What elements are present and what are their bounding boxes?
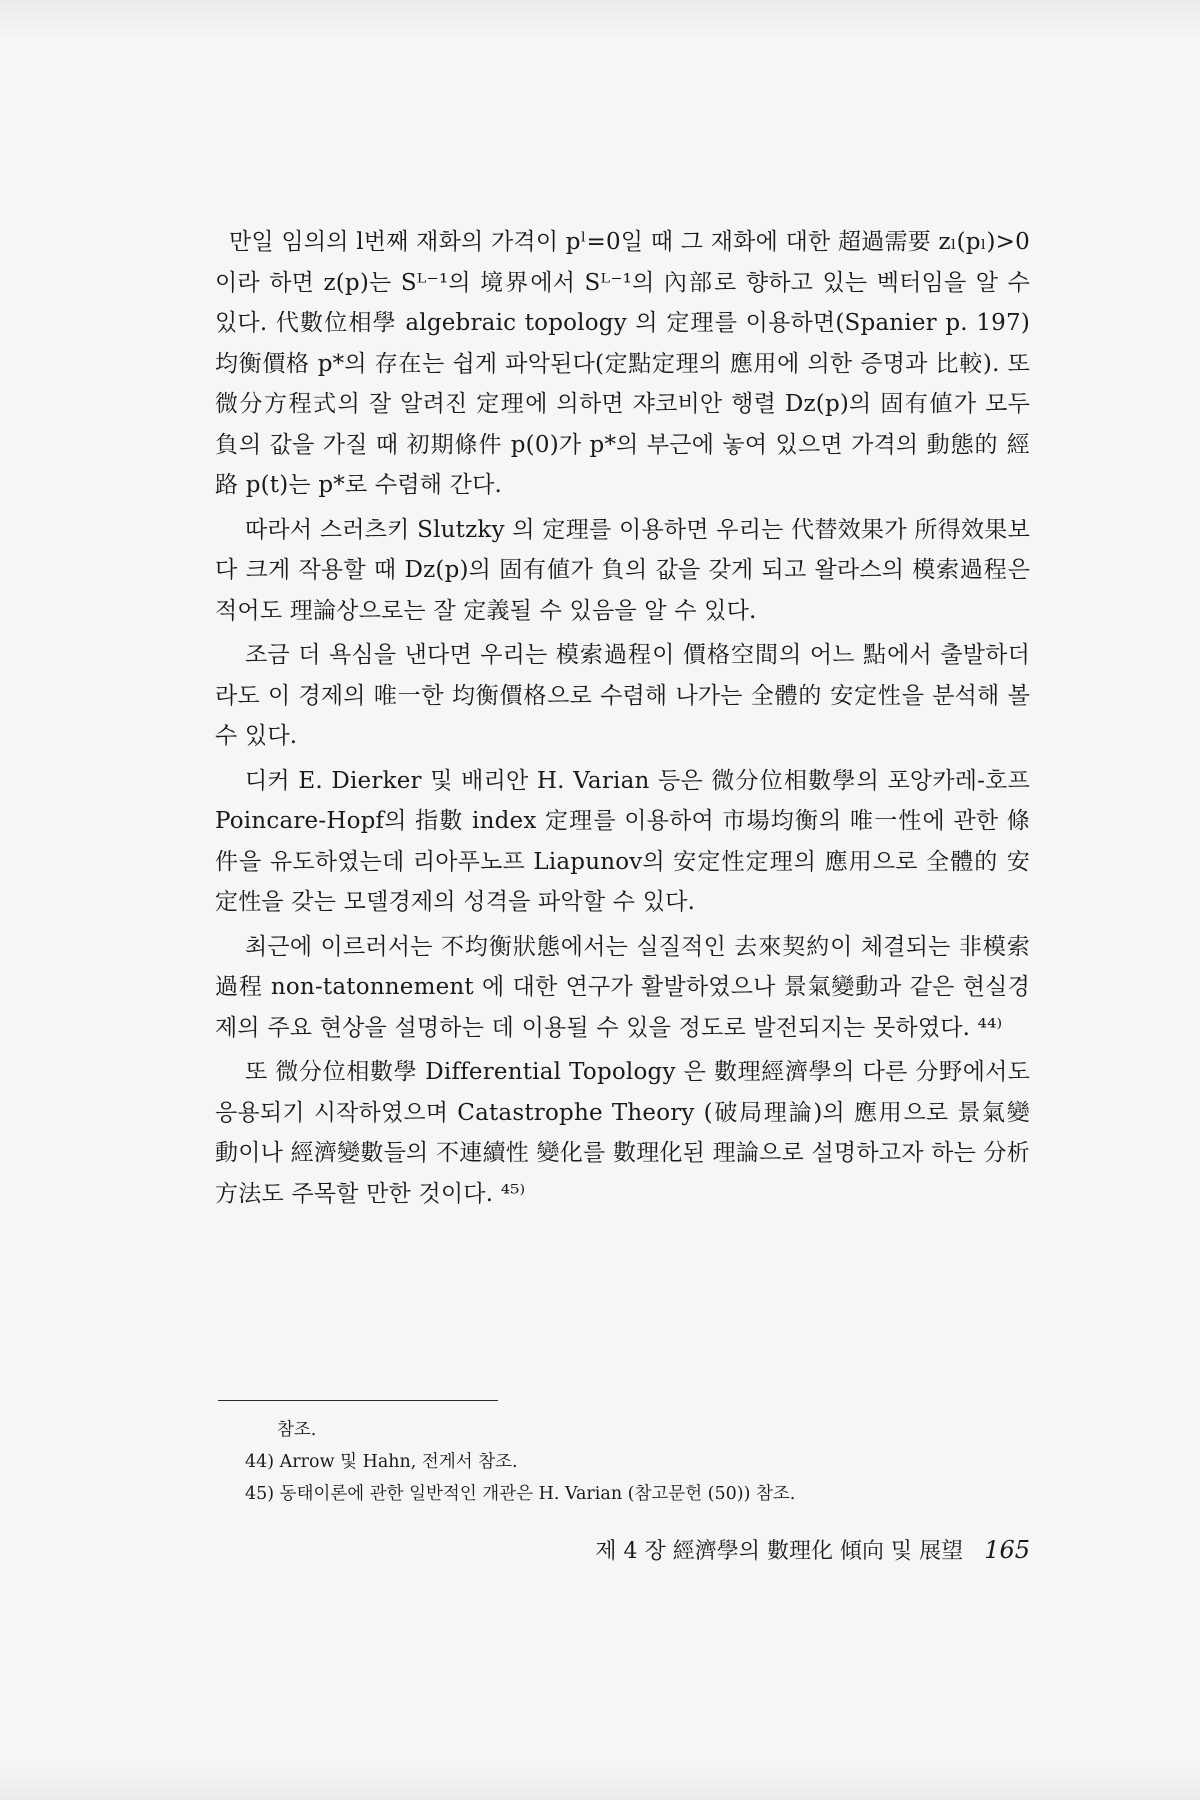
paragraph-3: 조금 더 욕심을 낸다면 우리는 模索過程이 價格空間의 어느 點에서 출발하더라도 이 경제의 唯一한 均衡價格으로 수렴해 나가는 全體的 安定性을 분석해 볼 수 있다.: [215, 642, 1030, 749]
body-text: [215, 222, 1030, 1218]
paragraph-5: 최근에 이르러서는 不均衡狀態에서는 실질적인 去來契約이 체결되는 非模索過程 non-tatonnement 에 대한 연구가 활발하였으나 景氣變動과 같은 현실경제의 주요 현상을 설명하는 데 이용될 수 있을 정도로 발전되지는 못하였다. ⁴⁴⁾: [215, 933, 1030, 1041]
footnote-45: 45) 동태이론에 관한 일반적인 개관은 H. Varian (참고문헌 (50)) 참조.: [245, 1484, 796, 1504]
footnote-continuation: 참조.: [277, 1420, 317, 1440]
footnote-44: 44) Arrow 및 Hahn, 전게서 참조.: [245, 1452, 518, 1472]
footnotes: [245, 1414, 1025, 1510]
running-footer: [470, 1534, 1030, 1565]
page-number: 165: [984, 1536, 1030, 1564]
paragraph-6: 또 微分位相數學 Differential Topology 은 數理經濟學의 다른 分野에서도 응용되기 시작하였으며 Catastrophe Theory (破局理論)의 應用으로 景氣變動이나 經濟變數들의 不連續性 變化를 數理化된 理論으로 설명하고자 하는 分析方法도 주목할 만한 것이다. ⁴⁵⁾: [215, 1059, 1030, 1207]
paragraph-4: 디커 E. Dierker 및 배리안 H. Varian 등은 微分位相數學의 포앙카레-호프 Poincare-Hopf의 指數 index 定理를 이용하여 市場均衡의 唯一性에 관한 條件을 유도하였는데 리아푸노프 Liapunov의 安定性定理의 應用으로 全體的 安定性을 갖는 모델경제의 성격을 파악할 수 있다.: [215, 767, 1030, 915]
paragraph-2: 따라서 스러츠키 Slutzky 의 定理를 이용하면 우리는 代替效果가 所得效果보다 크게 작용할 때 Dz(p)의 固有値가 負의 값을 갖게 되고 왈라스의 模索過程은 적어도 理論상으로는 잘 定義될 수 있음을 알 수 있다.: [215, 516, 1030, 624]
footnote-divider: [218, 1400, 498, 1401]
paragraph-1: 만일 임의의 l번째 재화의 가격이 pˡ=0일 때 그 재화에 대한 超過需要 zₗ(pₗ)>0이라 하면 z(p)는 Sᴸ⁻¹의 境界에서 Sᴸ⁻¹의 內部로 향하고 있는 벡터임을 알 수 있다. 代數位相學 algebraic topology 의 定理를 이용하면(Spanier p. 197) 均衡價格 p*의 存在는 쉽게 파악된다(定點定理의 應用에 의한 증명과 比較). 또 微分方程式의 잘 알려진 定理에 의하면 쟈코비안 행렬 Dz(p)의 固有値가 모두 負의 값을 가질 때 初期條件 p(0)가 p*의 부근에 놓여 있으면 가격의 動態的 經路 p(t)는 p*로 수렴해 간다.: [215, 229, 1030, 498]
chapter-title: 제 4 장 經濟學의 數理化 傾向 및 展望: [595, 1539, 964, 1564]
